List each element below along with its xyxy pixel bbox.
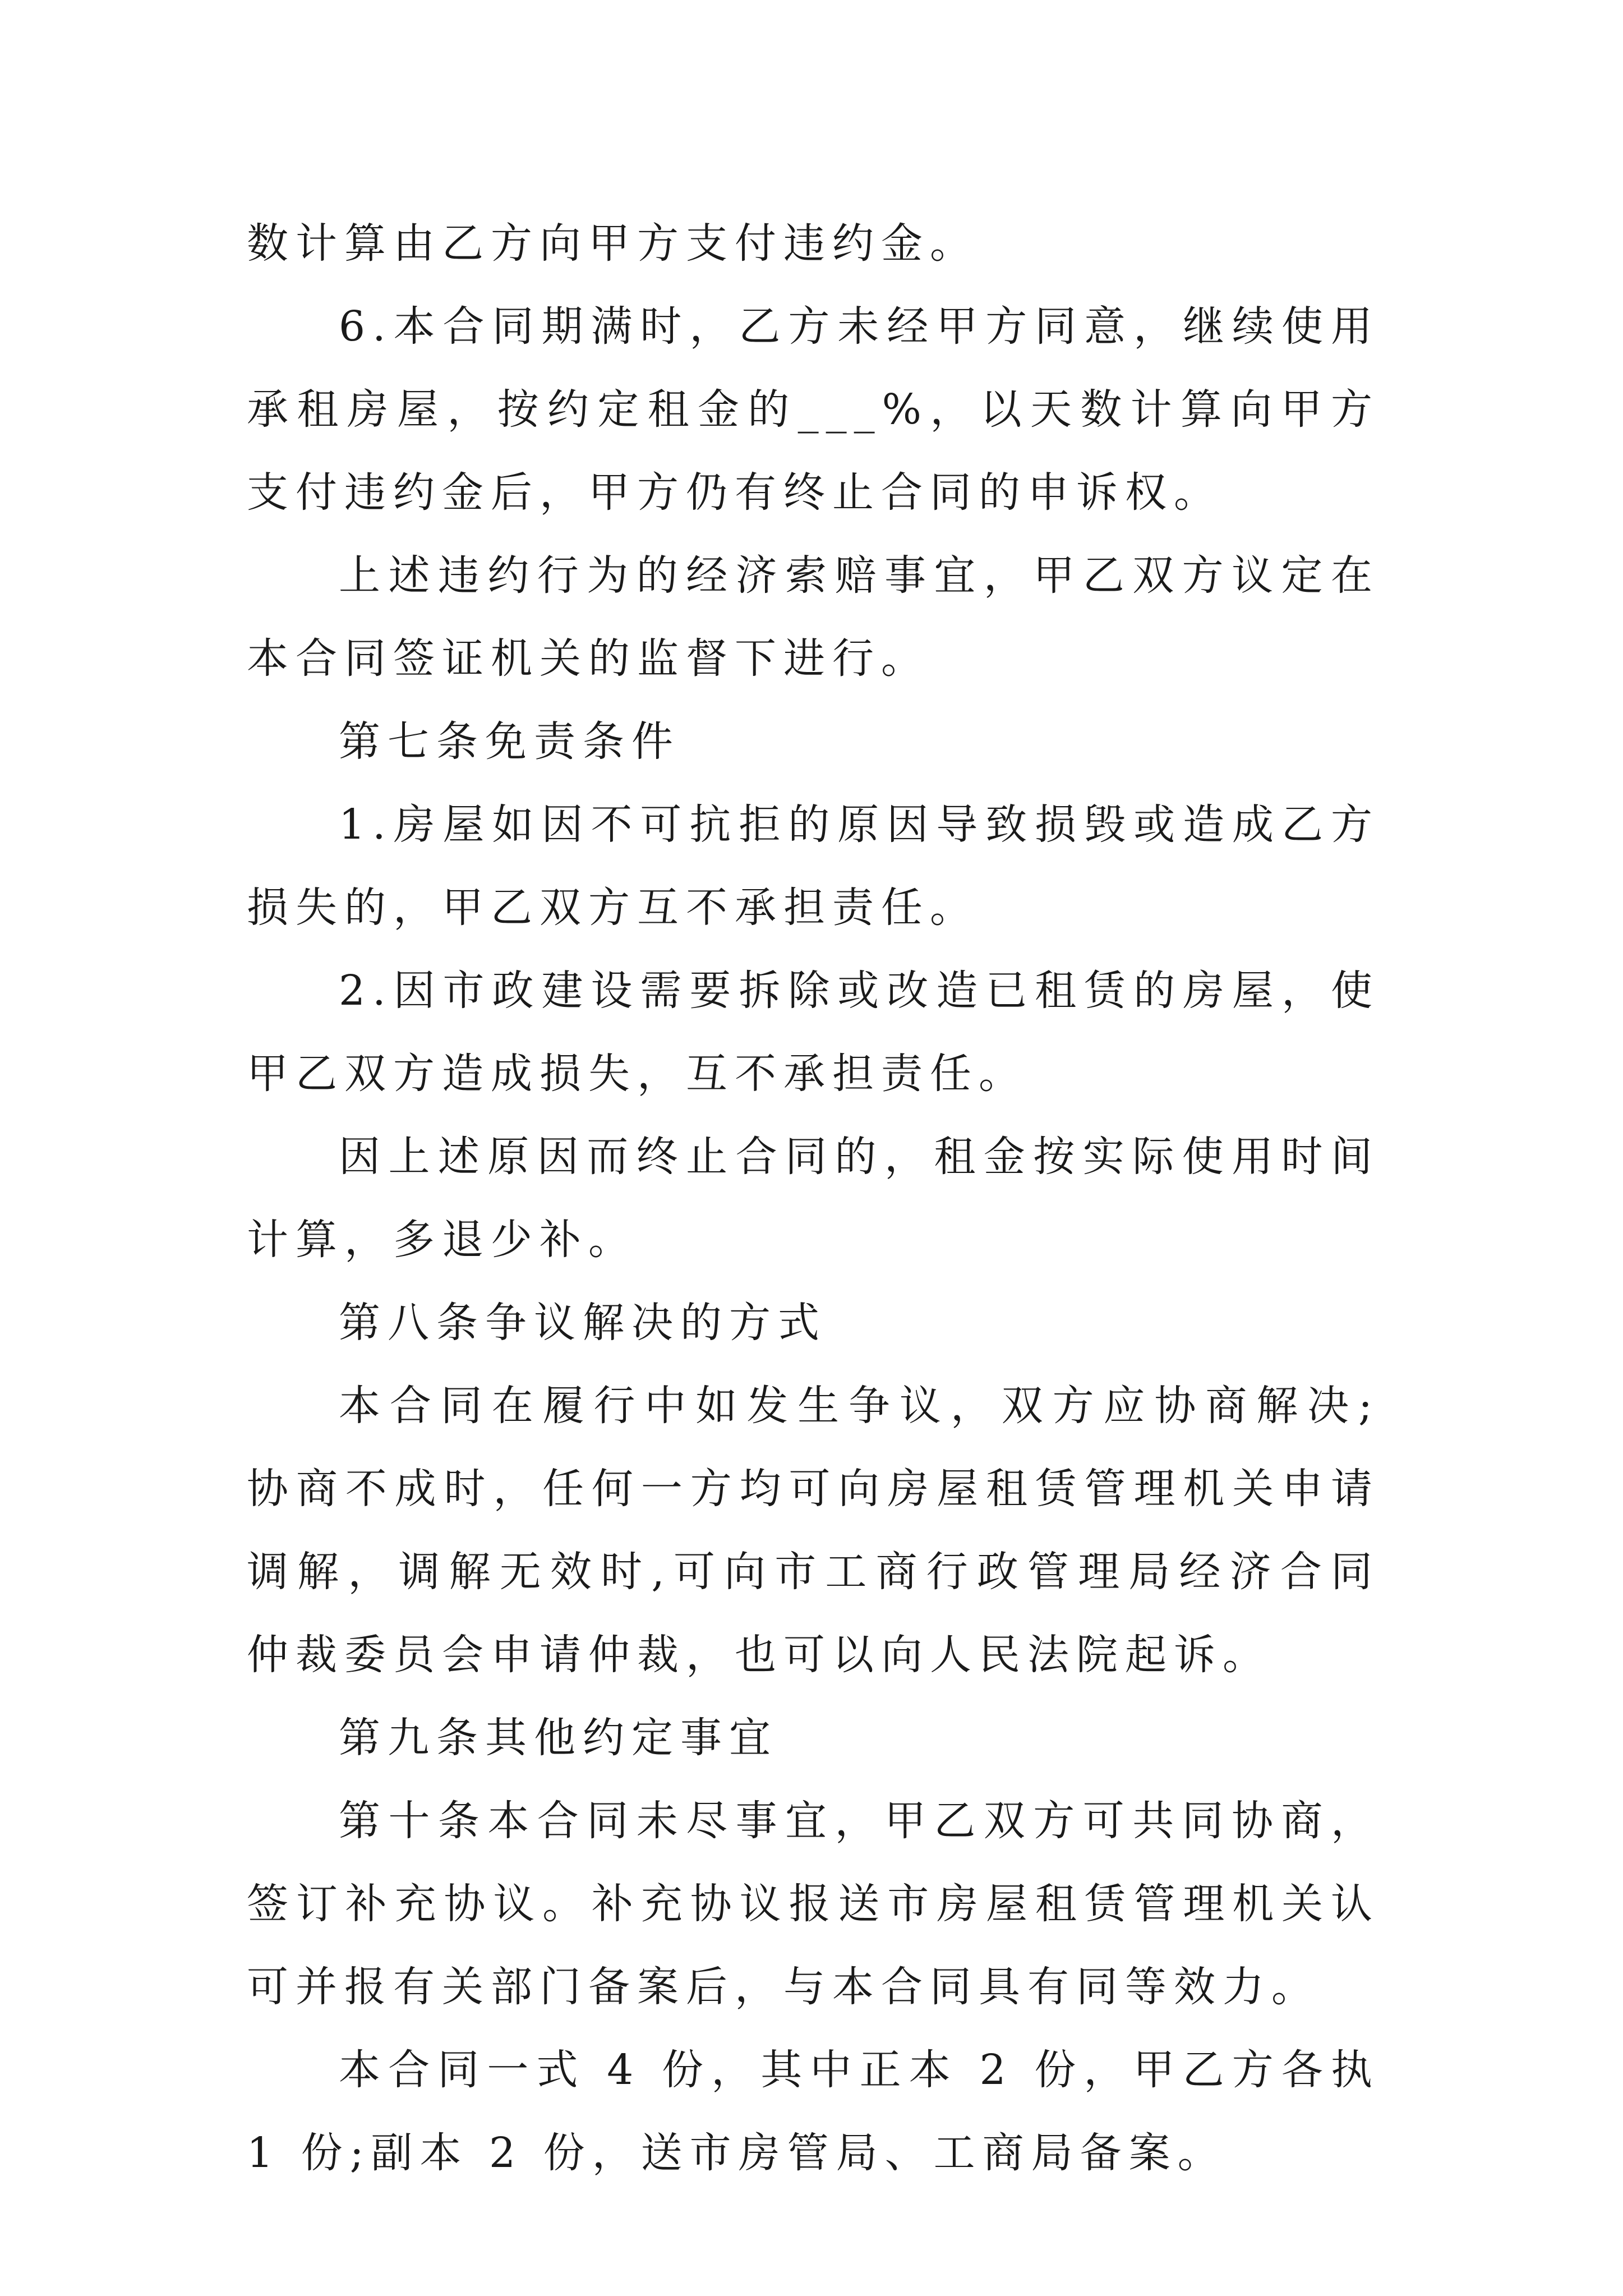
paragraph-exemption-1: 1.房屋如因不可抗拒的原因导致损毁或造成乙方损失的，甲乙双方互不承担责任。: [247, 800, 1380, 932]
paragraph-copies: 本合同一式 4 份，其中正本 2 份，甲乙方各执 1 份;副本 2 份，送市房管局、工商局备案。: [247, 2046, 1380, 2177]
heading-article-8: 第八条争议解决的方式: [339, 1299, 827, 1347]
paragraph-clause-6: 6.本合同期满时，乙方未经甲方同意，继续使用承租房屋，按约定租金的___%，以天数计算向甲方支付违约金后，甲方仍有终止合同的申诉权。: [247, 302, 1380, 517]
document-body: [247, 202, 1380, 2194]
paragraph-dispute-resolution: 本合同在履行中如发生争议，双方应协商解决;协商不成时，任何一方均可向房屋租赁管理机关申请调解，调解无效时,可向市工商行政管理局经济合同仲裁委员会申请仲裁，也可以向人民法院起诉。: [247, 1382, 1380, 1679]
paragraph-article-10: 第十条本合同未尽事宜，甲乙双方可共同协商，签订补充协议。补充协议报送市房屋租赁管理机关认可并报有关部门备案后，与本合同具有同等效力。: [247, 1797, 1380, 2011]
paragraph-rent-settlement: 因上述原因而终止合同的，租金按实际使用时间计算，多退少补。: [247, 1133, 1380, 1264]
paragraph-continuation: 数计算由乙方向甲方支付违约金。: [247, 219, 979, 268]
paragraph-exemption-2: 2.因市政建设需要拆除或改造已租赁的房屋，使甲乙双方造成损失，互不承担责任。: [247, 967, 1380, 1098]
paragraph-breach-compensation: 上述违约行为的经济索赔事宜，甲乙双方议定在本合同签证机关的监督下进行。: [247, 551, 1380, 683]
heading-article-7: 第七条免责条件: [339, 717, 680, 766]
heading-article-9: 第九条其他约定事宜: [339, 1714, 778, 1762]
